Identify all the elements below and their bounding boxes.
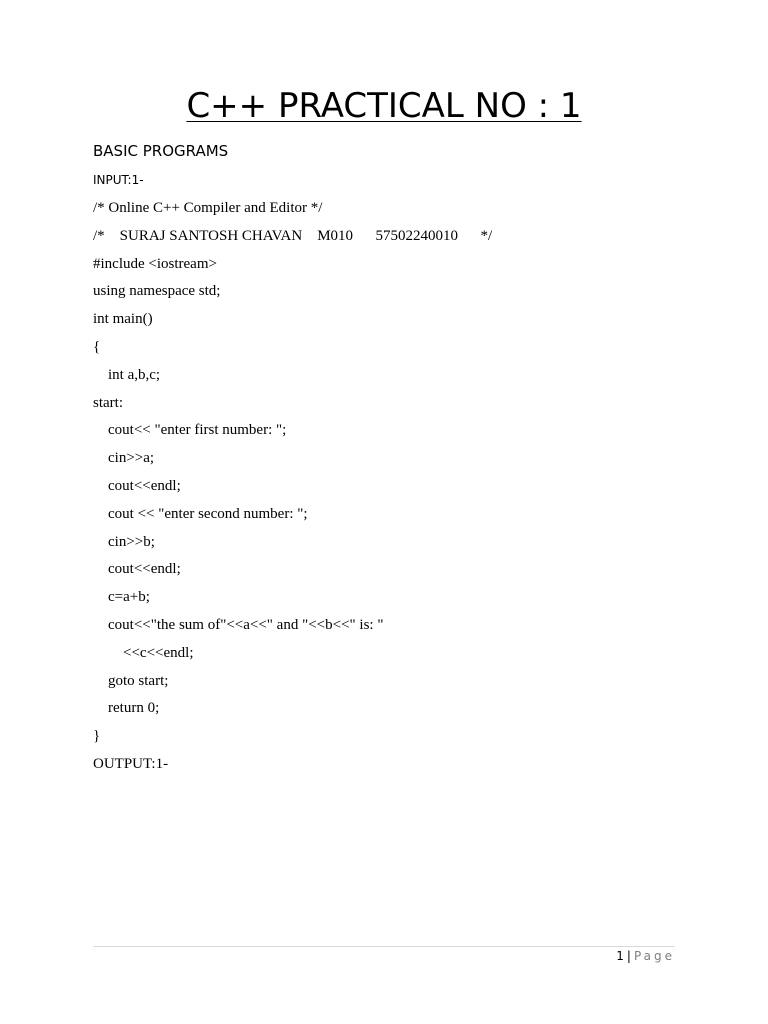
input-label: INPUT:1- <box>93 173 144 187</box>
code-line: { <box>93 338 101 355</box>
code-line: c=a+b; <box>93 589 150 606</box>
page-title: C++ PRACTICAL NO : 1 <box>186 86 582 126</box>
page-footer <box>616 948 675 964</box>
code-line: #include <iostream> <box>93 255 217 272</box>
code-line: int main() <box>93 311 153 328</box>
code-line: cout<< "enter first number: "; <box>93 422 287 439</box>
page-number: 1 <box>616 949 624 963</box>
code-line: using namespace std; <box>93 283 221 300</box>
code-line: goto start; <box>93 672 169 689</box>
footer-divider <box>93 946 675 947</box>
code-line: cout<<endl; <box>93 561 181 578</box>
code-line: int a,b,c; <box>93 366 161 383</box>
code-line: start: <box>93 394 123 411</box>
code-line: <<c<<endl; <box>93 644 194 661</box>
code-line: /* SURAJ SANTOSH CHAVAN M010 57502240010 */ <box>93 227 493 244</box>
code-line: cout << "enter second number: "; <box>93 505 308 522</box>
page-title-container <box>0 84 768 128</box>
code-line: return 0; <box>93 700 160 717</box>
code-line: } <box>93 728 101 745</box>
code-line: /* Online C++ Compiler and Editor */ <box>93 200 323 216</box>
code-line: cout<<"the sum of"<<a<<" and "<<b<<" is: " <box>93 616 384 633</box>
output-label: OUTPUT:1- <box>93 755 169 772</box>
code-line: cin>>b; <box>93 533 155 550</box>
footer-separator: | <box>626 949 631 963</box>
code-line: cout<<endl; <box>93 477 181 494</box>
code-block <box>93 198 693 782</box>
page-word: Page <box>633 949 675 963</box>
section-heading: BASIC PROGRAMS <box>93 142 229 160</box>
code-line: cin>>a; <box>93 450 155 467</box>
